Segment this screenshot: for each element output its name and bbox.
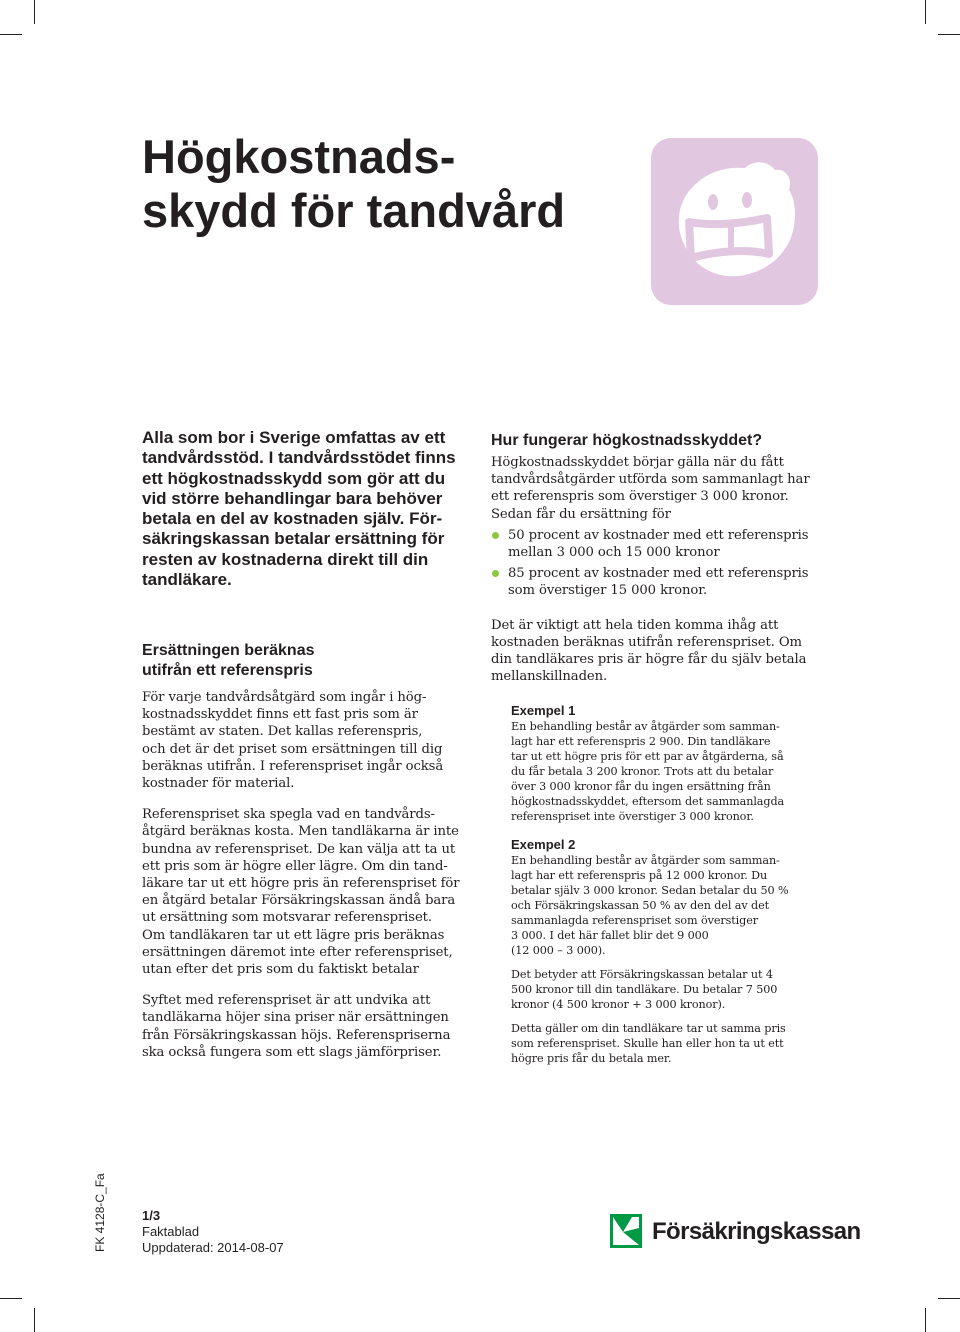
tooth-badge — [651, 138, 818, 305]
text-line: 3 000. I det här fallet blir det 9 000 — [511, 929, 709, 942]
title-line: Högkostnads- — [142, 130, 456, 183]
text-line: 85 procent av kostnader med ett referenspris — [508, 566, 809, 582]
heading-line: Ersättningen beräknas — [142, 642, 315, 659]
example-note — [511, 1021, 811, 1066]
heading-line: utifrån ett referenspris — [142, 662, 313, 679]
text-line: du får betala 3 200 kronor. Trots att du betalar — [511, 765, 774, 778]
intro-line: tandläkare. — [142, 570, 232, 590]
section-heading: Hur fungerar högkostnadsskyddet? — [491, 432, 763, 449]
footer-info — [142, 1208, 284, 1256]
crop-mark — [0, 34, 22, 35]
text-line: din tandläkares pris är högre får du själv betala — [491, 652, 807, 668]
text-line: ett referenspris som överstiger 3 000 kronor. — [491, 489, 789, 505]
text-line: kostnader för material. — [142, 776, 295, 792]
text-line: 500 kronor till din tandläkare. Du betalar 7 500 — [511, 983, 778, 996]
text-line: högkostnadsskyddet, eftersom det sammanlagda — [511, 795, 785, 808]
examples-box — [511, 702, 811, 1066]
text-line: sammanlagda referenspriset som överstiger — [511, 914, 758, 927]
text-line: som referenspriset. Skulle han eller hon ta ut ett — [511, 1037, 784, 1050]
intro-line: vid större behandlingar bara behöver — [142, 488, 443, 508]
paragraph — [491, 617, 831, 686]
intro-text — [142, 428, 472, 590]
paragraph — [142, 992, 482, 1061]
example-text — [511, 853, 811, 958]
page-number: 1/3 — [142, 1208, 161, 1223]
paragraph — [142, 689, 482, 792]
intro-line: betala en del av kostnaden själv. För- — [142, 509, 443, 529]
section-heading — [142, 641, 482, 681]
text-line: kronor (4 500 kronor + 3 000 kronor). — [511, 998, 726, 1011]
text-line: bundna av referenspriset. De kan välja att ta ut — [142, 841, 456, 857]
text-line: som överstiger 15 000 kronor. — [508, 583, 708, 599]
text-line: från Försäkringskassan höjs. Referenspriserna — [142, 1027, 451, 1043]
text-line: åtgärd beräknas kosta. Men tandläkarna är inte — [142, 824, 459, 840]
text-line: lagt har ett referenspris på 12 000 kronor. Du — [511, 869, 768, 882]
forsakringskassan-logo — [610, 1214, 872, 1250]
example-text — [511, 719, 811, 824]
text-line: högre pris får du betala mer. — [511, 1052, 672, 1065]
bullet-icon — [492, 570, 499, 577]
text-line: tandvårdsåtgärder utförda som sammanlagt har — [491, 472, 810, 488]
text-line: och Försäkringskassan 50 % av den del av det — [511, 899, 769, 912]
text-line: och det är det priset som ersättningen till dig — [142, 741, 443, 757]
intro-line: tandvårdsstöd. I tandvårdsstödet finns — [142, 448, 456, 468]
text-line: över 3 000 kronor får du ingen ersättning från — [511, 780, 771, 793]
text-line: en åtgärd betalar Försäkringskassan ändå bara — [142, 893, 456, 909]
text-line: 50 procent av kostnader med ett referenspris — [508, 527, 809, 543]
text-line: Om tandläkaren tar ut ett lägre pris beräknas — [142, 927, 445, 943]
crop-mark — [925, 1308, 926, 1332]
text-line: läkare tar ut ett högre pris än referenspriset för — [142, 876, 460, 892]
text-line: Detta gäller om din tandläkare tar ut samma pris — [511, 1022, 786, 1035]
text-line: tar ut ett högre pris för ett par av åtgärderna, så — [511, 750, 784, 763]
intro-line: Alla som bor i Sverige omfattas av ett — [142, 428, 446, 447]
list-item — [491, 527, 831, 561]
text-line: Högkostnadsskyddet börjar gälla när du fått — [491, 455, 784, 470]
crop-mark — [0, 1298, 22, 1299]
text-line: bestämt av staten. Det kallas referenspris, — [142, 724, 423, 740]
text-line: mellan 3 000 och 15 000 kronor — [508, 545, 720, 561]
list-item — [491, 565, 831, 599]
paragraph — [142, 806, 482, 978]
text-line: För varje tandvårdsåtgärd som ingår i hög- — [142, 690, 427, 705]
reference-price-section — [142, 641, 482, 1061]
text-line: (12 000 – 3 000). — [511, 944, 606, 957]
forsakringskassan-logo-icon — [610, 1214, 642, 1248]
example-heading: Exempel 1 — [511, 703, 576, 718]
text-line: En behandling består av åtgärder som samman- — [511, 720, 780, 733]
example-result — [511, 967, 811, 1012]
document-type: Faktablad — [142, 1224, 200, 1239]
page-title — [142, 130, 662, 238]
text-line: ut ersättning som motsvarar referenspriset. — [142, 910, 432, 926]
text-line: ska också fungera som ett slags jämförpriser. — [142, 1044, 442, 1060]
example-heading: Exempel 2 — [511, 837, 576, 852]
crop-mark — [938, 1298, 960, 1299]
crop-mark — [938, 34, 960, 35]
text-line: En behandling består av åtgärder som samman- — [511, 854, 780, 867]
text-line: Syftet med referenspriset är att undvika att — [142, 993, 431, 1009]
text-line: beräknas utifrån. I referenspriset ingår också — [142, 758, 444, 774]
text-line: Det är viktigt att hela tiden komma ihåg att — [491, 617, 779, 633]
text-line: kostnadsskyddet finns ett fast pris som är — [142, 707, 418, 723]
how-it-works-section — [491, 431, 831, 685]
text-line: utan efter det pris som du faktiskt betalar — [142, 962, 419, 978]
text-line: ett pris som är högre eller lägre. Om din tand- — [142, 858, 448, 874]
text-line: kostnaden beräknas utifrån referenspriset. Om — [491, 634, 802, 650]
bullet-icon — [492, 532, 499, 539]
text-line: referenspriset inte överstiger 3 000 kronor. — [511, 810, 754, 823]
intro-line: ett högkostnadsskydd som gör att du — [142, 468, 446, 488]
intro-line: resten av kostnaderna direkt till din — [142, 549, 429, 569]
crop-mark — [925, 0, 926, 24]
text-line: tandläkarna höjer sina priser när ersättningen — [142, 1010, 449, 1026]
paragraph — [491, 454, 831, 523]
text-line: mellanskillnaden. — [491, 669, 608, 685]
updated-date: Uppdaterad: 2014-08-07 — [142, 1240, 284, 1255]
text-line: Det betyder att Försäkringskassan betalar ut 4 — [511, 968, 773, 981]
text-line: ersättningen däremot inte efter referenspriset, — [142, 944, 453, 960]
logo-text: Försäkringskassan — [652, 1218, 861, 1245]
crop-mark — [34, 0, 35, 24]
text-line: Sedan får du ersättning för — [491, 506, 671, 522]
text-line: Referenspriset ska spegla vad en tandvårds- — [142, 807, 435, 823]
bullet-list — [491, 527, 831, 600]
title-line: skydd för tandvård — [142, 184, 566, 237]
text-line: lagt har ett referenspris 2 900. Din tandläkare — [511, 735, 771, 748]
intro-line: säkringskassan betalar ersättning för — [142, 529, 445, 549]
form-code: FK 4128-C_Fa — [93, 1173, 107, 1252]
text-line: betalar själv 3 000 kronor. Sedan betalar du 50 % — [511, 884, 789, 897]
crop-mark — [34, 1308, 35, 1332]
tooth-face-icon — [651, 138, 818, 305]
